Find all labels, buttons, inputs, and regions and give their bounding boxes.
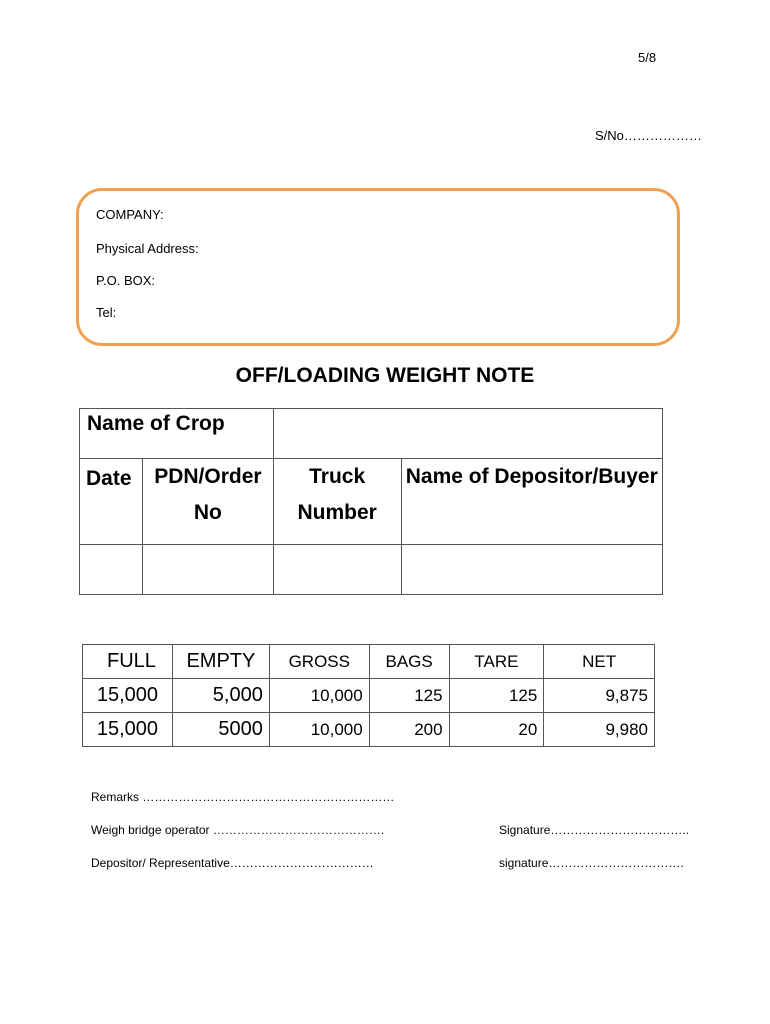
serial-number-field: S/No……………… [595,128,702,143]
table-row [83,679,655,713]
full-header: FULL [83,645,173,679]
depositor-signature-line: signature……………………………. [499,856,684,870]
gross-cell: 10,000 [269,679,369,713]
depositor-representative-line: Depositor/ Representative……………………………… [91,856,374,870]
operator-signature-line: Signature…………………………….. [499,823,690,837]
truck-number-cell [273,545,401,595]
po-box-label: P.O. BOX: [96,273,156,288]
name-of-crop-value [273,409,662,459]
page-number: 5/8 [638,50,657,65]
bags-cell: 125 [369,679,449,713]
tare-cell: 20 [449,713,544,747]
physical-address-label: Physical Address: [96,241,199,256]
net-header: NET [544,645,655,679]
full-cell: 15,000 [83,679,173,713]
weight-table [82,644,655,747]
date-cell [80,545,143,595]
gross-header: GROSS [269,645,369,679]
empty-cell: 5,000 [172,679,269,713]
company-label: COMPANY: [96,207,164,222]
depositor-buyer-cell [401,545,662,595]
table-row [83,713,655,747]
net-cell: 9,875 [544,679,655,713]
empty-cell: 5000 [172,713,269,747]
pdn-order-cell [142,545,273,595]
depositor-buyer-header: Name of Depositor/Buyer [401,459,662,545]
pdn-order-header: PDN/Order No [142,459,273,545]
tare-header: TARE [449,645,544,679]
truck-number-header: Truck Number [273,459,401,545]
tare-cell: 125 [449,679,544,713]
date-header: Date [80,459,143,545]
net-cell: 9,980 [544,713,655,747]
bags-cell: 200 [369,713,449,747]
full-cell: 15,000 [83,713,173,747]
empty-header: EMPTY [172,645,269,679]
bags-header: BAGS [369,645,449,679]
remarks-line: Remarks ……………………………………………………… [91,790,395,804]
company-info-box [76,188,680,346]
document-title: OFF/LOADING WEIGHT NOTE [235,364,535,387]
weigh-bridge-operator-line: Weigh bridge operator ……………………………………. [91,823,385,837]
gross-cell: 10,000 [269,713,369,747]
name-of-crop-label: Name of Crop [80,409,274,459]
crop-details-table [79,408,663,595]
tel-label: Tel: [96,305,117,320]
